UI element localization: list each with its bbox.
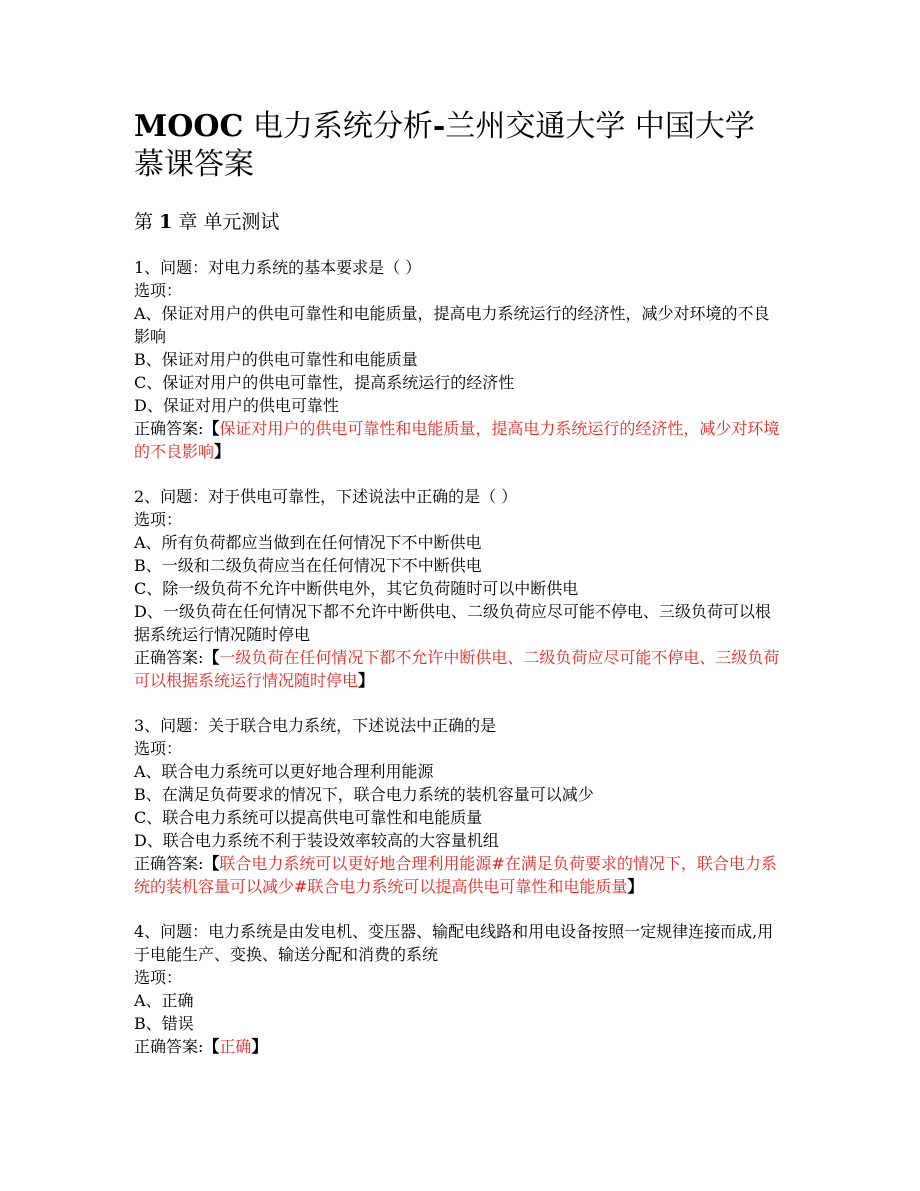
chapter-suffix: 章 单元测试 bbox=[178, 211, 280, 233]
bracket-open: 【 bbox=[203, 854, 220, 873]
options-label: 选项： bbox=[134, 281, 183, 300]
question-prompt: 1、问题：对电力系统的基本要求是（ ） bbox=[134, 258, 422, 277]
title-part-1: 电力系统分析 bbox=[243, 109, 433, 144]
question-1 bbox=[134, 256, 784, 463]
option-c: C、除一级负荷不允许中断供电外，其它负荷随时可以中断供电 bbox=[134, 579, 579, 598]
option-c: C、保证对用户的供电可靠性，提高系统运行的经济性 bbox=[134, 373, 515, 392]
answer-prefix: 正确答案: bbox=[134, 419, 204, 438]
options-label: 选项： bbox=[134, 510, 183, 529]
correct-answer bbox=[134, 417, 784, 463]
title-part-2: 兰州交通大学 中国大学慕课答案 bbox=[134, 109, 755, 182]
document-page bbox=[134, 108, 784, 1058]
question-prompt: 4、问题：电力系统是由发电机、变压器、输配电线路和用电设备按照一定规律连接而成,用于电能生产、变换、输送分配和消费的系统 bbox=[134, 922, 774, 964]
correct-answer bbox=[134, 1035, 784, 1058]
option-a: A、联合电力系统可以更好地合理利用能源 bbox=[134, 762, 434, 781]
answer-text: 联合电力系统可以更好地合理利用能源#在满足负荷要求的情况下，联合电力系统的装机容量可以减少#联合电力系统可以提高供电可靠性和电能质量 bbox=[134, 854, 777, 896]
option-a: A、正确 bbox=[134, 991, 194, 1010]
options-label: 选项： bbox=[134, 968, 183, 987]
bracket-open: 【 bbox=[203, 419, 220, 438]
bracket-open: 【 bbox=[203, 648, 220, 667]
option-a: A、所有负荷都应当做到在任何情况下不中断供电 bbox=[134, 533, 482, 552]
title-prefix: MOOC bbox=[134, 109, 244, 144]
correct-answer bbox=[134, 852, 784, 898]
bracket-close: 】 bbox=[627, 877, 644, 896]
option-c: C、联合电力系统可以提高供电可靠性和电能质量 bbox=[134, 808, 483, 827]
chapter-number: 1 bbox=[159, 211, 173, 233]
option-a: A、保证对用户的供电可靠性和电能质量，提高电力系统运行的经济性，减少对环境的不良影响 bbox=[134, 304, 770, 346]
option-b: B、一级和二级负荷应当在任何情况下不中断供电 bbox=[134, 556, 482, 575]
option-b: B、错误 bbox=[134, 1014, 194, 1033]
bracket-close: 】 bbox=[358, 671, 375, 690]
page-title bbox=[134, 108, 784, 184]
answer-text: 一级负荷在任何情况下都不允许中断供电、二级负荷应尽可能不停电、三级负荷可以根据系统运行情况随时停电 bbox=[134, 648, 780, 690]
bracket-close: 】 bbox=[251, 1037, 268, 1056]
question-2 bbox=[134, 485, 784, 692]
option-d: D、保证对用户的供电可靠性 bbox=[134, 396, 339, 415]
answer-prefix: 正确答案: bbox=[134, 648, 204, 667]
answer-prefix: 正确答案: bbox=[134, 1037, 204, 1056]
option-b: B、在满足负荷要求的情况下，联合电力系统的装机容量可以减少 bbox=[134, 785, 594, 804]
question-prompt: 3、问题：关于联合电力系统，下述说法中正确的是 bbox=[134, 716, 497, 735]
bracket-open: 【 bbox=[203, 1037, 220, 1056]
option-d: D、一级负荷在任何情况下都不允许中断供电、二级负荷应尽可能不停电、三级负荷可以根据系统运行情况随时停电 bbox=[134, 602, 771, 644]
question-3 bbox=[134, 714, 784, 898]
chapter-prefix: 第 bbox=[134, 211, 154, 233]
question-prompt: 2、问题：对于供电可靠性，下述说法中正确的是（ ） bbox=[134, 487, 518, 506]
chapter-heading bbox=[134, 210, 784, 234]
correct-answer bbox=[134, 646, 784, 692]
options-label: 选项： bbox=[134, 739, 183, 758]
answer-text: 保证对用户的供电可靠性和电能质量，提高电力系统运行的经济性，减少对环境的不良影响 bbox=[134, 419, 780, 461]
answer-text: 正确 bbox=[219, 1037, 252, 1056]
option-b: B、保证对用户的供电可靠性和电能质量 bbox=[134, 350, 418, 369]
option-d: D、联合电力系统不利于装设效率较高的大容量机组 bbox=[134, 831, 499, 850]
answer-prefix: 正确答案: bbox=[134, 854, 204, 873]
title-dash: - bbox=[432, 109, 446, 144]
question-4 bbox=[134, 920, 784, 1058]
bracket-close: 】 bbox=[214, 442, 231, 461]
